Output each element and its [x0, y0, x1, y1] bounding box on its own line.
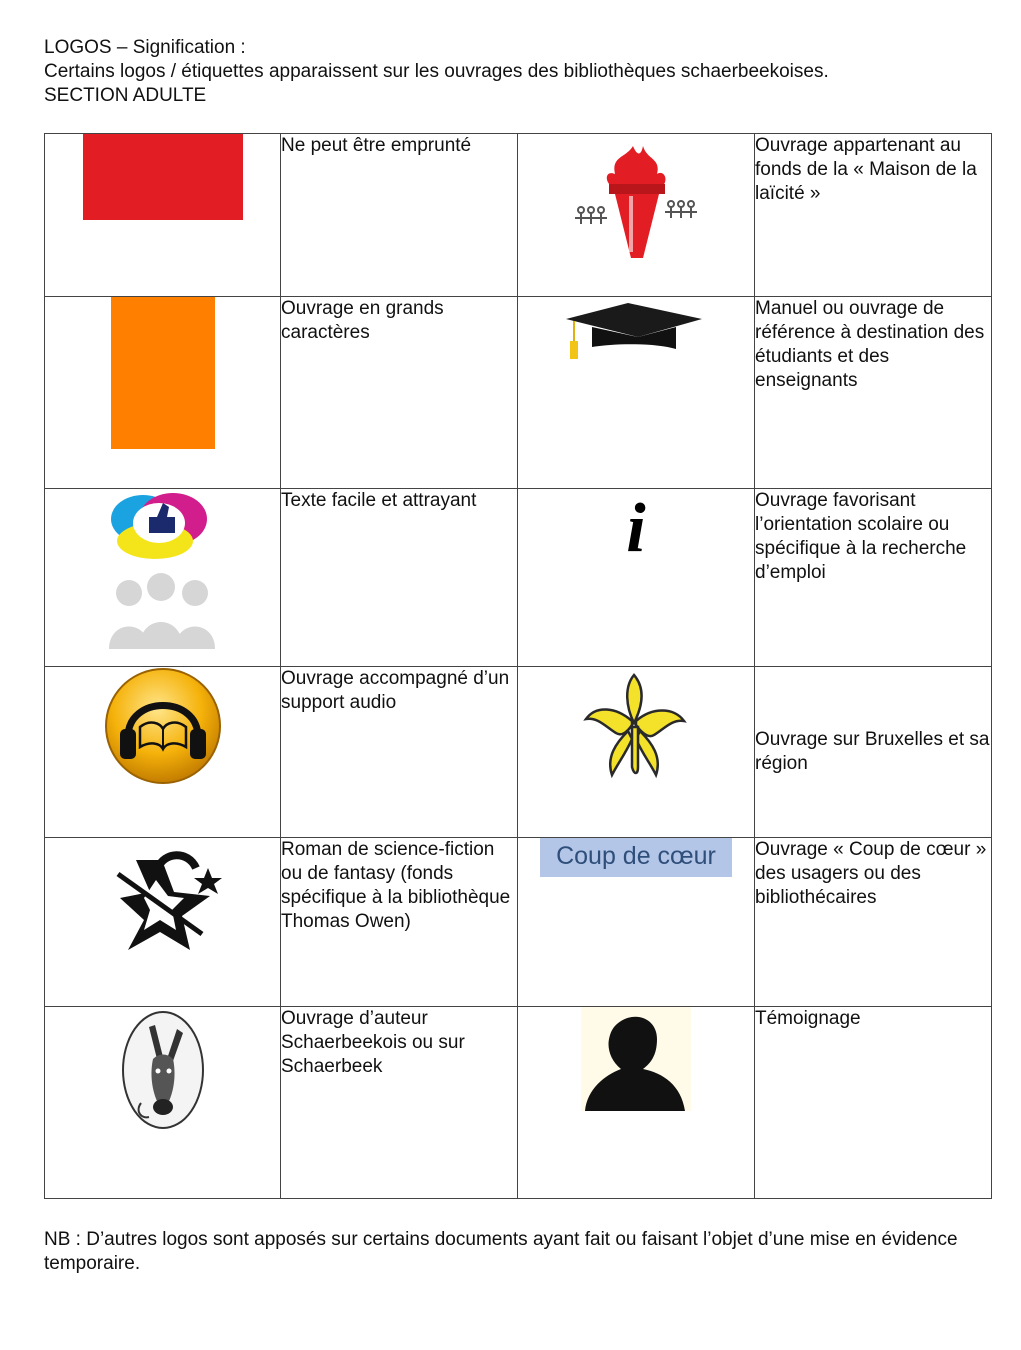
- logo-cell: [518, 1007, 755, 1199]
- audio-book-headphones-icon: [104, 717, 222, 734]
- red-rectangle-icon: [83, 168, 243, 185]
- meaning-cell: Texte facile et attrayant: [281, 489, 518, 667]
- donkey-emblem-icon: [119, 1061, 207, 1078]
- torch-icon: [571, 190, 701, 207]
- footnote: NB : D’autres logos sont apposés sur certains documents ayant fait ou faisant l’objet d’une mise en évidence temporaire.: [44, 1229, 958, 1274]
- logo-cell: [45, 134, 281, 297]
- scifi-fantasy-icon: [98, 889, 228, 906]
- header-title: LOGOS – Signification :: [44, 37, 246, 58]
- speech-bubbles-people-icon: [103, 560, 223, 577]
- logo-cell: [45, 667, 281, 838]
- meaning-cell: Manuel ou ouvrage de référence à destination des étudiants et des enseignants: [755, 297, 992, 489]
- logos-table: [44, 133, 992, 1199]
- logo-cell: [518, 489, 755, 667]
- header-subtitle: Certains logos / étiquettes apparaissent sur les ouvrages des bibliothèques schaerbeekoises.: [44, 61, 829, 82]
- table-row: [45, 1007, 992, 1199]
- meaning-cell: Ouvrage appartenant au fonds de la « Maison de la laïcité »: [755, 134, 992, 297]
- header-section: SECTION ADULTE: [44, 85, 207, 106]
- table-row: [45, 667, 992, 838]
- page-header: [44, 36, 829, 108]
- logo-cell: [518, 297, 755, 489]
- meaning-cell: Ne peut être emprunté: [281, 134, 518, 297]
- logo-cell: [518, 134, 755, 297]
- meaning-cell: Ouvrage accompagné d’un support audio: [281, 667, 518, 838]
- meaning-cell: Témoignage: [755, 1007, 992, 1199]
- table-row: [45, 838, 992, 1007]
- meaning-cell: Ouvrage « Coup de cœur » des usagers ou des bibliothécaires: [755, 838, 992, 1007]
- meaning-cell: Ouvrage favorisant l’orientation scolaire ou spécifique à la recherche d’emploi: [755, 489, 992, 667]
- meaning-cell: Ouvrage d’auteur Schaerbeekois ou sur Schaerbeek: [281, 1007, 518, 1199]
- silhouette-icon: [581, 1050, 691, 1067]
- logo-cell: [45, 297, 281, 489]
- meaning-cell: Ouvrage sur Bruxelles et sa région: [755, 667, 992, 838]
- table-row: [45, 134, 992, 297]
- graduation-cap-icon: [566, 323, 706, 340]
- meaning-cell: Roman de science-fiction ou de fantasy (fonds spécifique à la bibliothèque Thomas Owen): [281, 838, 518, 1007]
- logo-cell: [45, 489, 281, 667]
- logo-cell: [518, 838, 755, 1007]
- logo-cell: [518, 667, 755, 838]
- table-row: [45, 489, 992, 667]
- info-i-icon: i: [626, 490, 646, 567]
- logo-cell: [45, 1007, 281, 1199]
- logo-cell: [45, 838, 281, 1007]
- coup-de-coeur-label: Coup de cœur: [540, 838, 732, 877]
- meaning-cell: Ouvrage en grands caractères: [281, 297, 518, 489]
- orange-rectangle-icon: [111, 364, 215, 381]
- table-row: [45, 297, 992, 489]
- brussels-iris-icon: [576, 718, 696, 735]
